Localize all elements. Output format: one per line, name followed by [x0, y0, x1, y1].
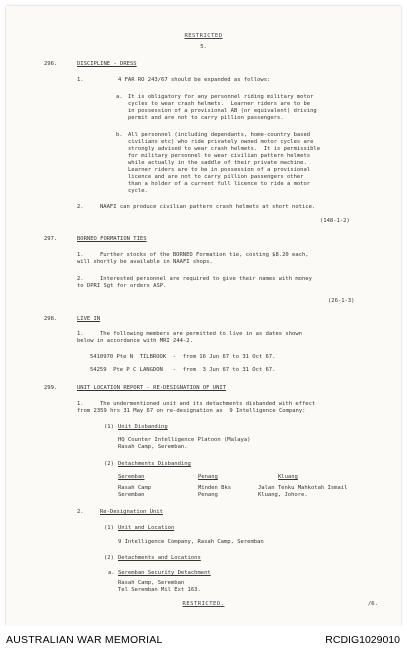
- s296-para2-text: NAAFI can produce civilian pattern crash helmets at short notice.: [100, 204, 316, 210]
- s297-para2-line: Interested personnel are required to give their names with money: [100, 276, 312, 282]
- s296-para2-number: 2.: [77, 204, 84, 210]
- s296-sub-b-line: All personnel (including dependants, home-country based: [128, 132, 311, 138]
- s298-member-row: 54259 Pte P C LANGDON - from 3 Jun 67 to 31 Oct 67.: [90, 367, 276, 373]
- detachment-cell: Penang: [198, 492, 218, 498]
- s297-para1-line: will shortly be available in NAAFI shops.: [77, 259, 213, 265]
- detachment-head-seremban: Seremban: [118, 474, 145, 480]
- detachment-cell: Jalan Tenku Mahkotah Ismail: [258, 485, 348, 491]
- s298-member-row: 5410970 Pte N TILBROOK - from 16 Jun 67 to 31 Oct 67.: [90, 354, 276, 360]
- s299-redesig-a-title: Seremban Security Detachment: [118, 570, 211, 576]
- section-299-title: UNIT LOCATION REPORT - RE-DESIGNATION OF UNIT: [77, 385, 227, 391]
- s298-para1-line: The following members are permitted to live in as dates shown: [100, 331, 302, 337]
- s299-item1-label: (1): [104, 424, 114, 430]
- s296-sub-a-line: cycles to wear crash helmets. Learner riders are to be: [128, 101, 311, 107]
- s296-para1-text: 4 FAR RO 243/67 should be expanded as follows:: [118, 77, 271, 83]
- detachment-cell: Kluang, Johore.: [258, 492, 308, 498]
- archive-credit-bar: [0, 626, 407, 654]
- s296-para1-number: 1.: [77, 77, 84, 83]
- classification-footer: RESTRICTED.: [182, 601, 225, 607]
- s296-sub-b-line: cycle.: [128, 188, 148, 194]
- s299-para1-line: The undermentioned unit and its detachments disbanded with effect: [100, 401, 316, 407]
- next-page-marker: /6.: [368, 601, 378, 607]
- s299-redesig-2-title: Detachments and Locations: [118, 555, 201, 561]
- s297-reference: (26-1-3): [328, 298, 355, 304]
- s297-para1-line: Further stocks of the BORNEO Formation tie, costing $8.20 each,: [100, 252, 309, 258]
- section-296-number: 296.: [44, 61, 58, 67]
- s298-para1-line: below in accordance with MRI 244-2.: [77, 338, 193, 344]
- archive-id: RCDIG1029010: [325, 634, 400, 646]
- s296-sub-b-line: than a holder of a current full licence to ride a motor: [128, 181, 311, 187]
- detachment-head-kluang: Kluang: [278, 474, 298, 480]
- s296-sub-a-line: permit and are not to carry pillion passengers.: [128, 115, 284, 121]
- section-299-number: 299.: [44, 385, 58, 391]
- s299-para2-number: 2.: [77, 509, 84, 515]
- s296-reference: (148-1-2): [320, 218, 350, 224]
- s297-para1-number: 1.: [77, 252, 84, 258]
- s296-sub-b-line: strongly advised to wear crash helmets. It is permissible: [128, 146, 321, 152]
- s296-sub-a-label: a.: [116, 94, 123, 100]
- s299-para1-number: 1.: [77, 401, 84, 407]
- s299-redesig-1-title: Unit and Location: [118, 525, 175, 531]
- s297-para2-number: 2.: [77, 276, 84, 282]
- s296-sub-b-line: civilians etc) who ride privately owned motor cycles are: [128, 139, 314, 145]
- section-298-title: LIVE IN: [77, 316, 101, 322]
- s296-sub-b-line: for military personnel to wear civilian pattern helmets: [128, 153, 311, 159]
- s298-para1-number: 1.: [77, 331, 84, 337]
- section-298-number: 298.: [44, 316, 58, 322]
- section-297-number: 297.: [44, 236, 58, 242]
- s299-item1-title: Unit Disbanding: [118, 424, 168, 430]
- page-number: 5.: [200, 44, 207, 50]
- document-page: [6, 6, 401, 626]
- s299-item1-line: Rasah Camp, Seremban.: [118, 444, 188, 450]
- s299-item2-label: (2): [104, 461, 114, 467]
- s299-para2-title: Re-Designation Unit: [100, 509, 163, 515]
- s296-sub-b-label: b.: [116, 132, 123, 138]
- s299-redesig-a-line: Rasah Camp, Seremban: [118, 580, 185, 586]
- detachment-head-penang: Penang: [198, 474, 218, 480]
- s299-item1-line: HQ Counter Intelligence Platoon (Malaya): [118, 437, 251, 443]
- section-296-title: DISCIPLINE - DRESS: [77, 61, 137, 67]
- s299-redesig-1-label: (1): [104, 525, 114, 531]
- s297-para2-line: to DPRI Sgt for orders ASP.: [77, 283, 167, 289]
- s296-sub-b-line: while actually in the saddle of their private machine.: [128, 160, 307, 166]
- detachment-cell: Rasah Camp: [118, 485, 152, 491]
- s299-redesig-a-label: a.: [108, 570, 115, 576]
- s299-item2-title: Detachments Disbanding: [118, 461, 191, 467]
- s299-redesig-1-text: 9 Intelligence Company, Rasah Camp, Seremban: [118, 539, 264, 545]
- detachment-cell: Minden Bks: [198, 485, 232, 491]
- s299-redesig-2-label: (2): [104, 555, 114, 561]
- s296-sub-a-line: It is obligatory for any personnel riding military motor: [128, 94, 314, 100]
- archive-name: AUSTRALIAN WAR MEMORIAL: [6, 634, 163, 646]
- s296-sub-b-line: Learner riders are to be in possession of a provisional: [128, 167, 311, 173]
- s299-para1-line: from 2359 hrs 31 May 67 on re-designation as 9 Intelligence Company:: [77, 408, 306, 414]
- s296-sub-b-line: licence and are not to carry pillion passengers other: [128, 174, 304, 180]
- classification-header: RESTRICTED: [184, 33, 223, 39]
- section-297-title: BORNEO FORMATION TIES: [77, 236, 147, 242]
- s296-sub-a-line: in possession of a provisional AB (or equivalent) driving: [128, 108, 317, 114]
- detachment-cell: Seremban: [118, 492, 145, 498]
- s299-redesig-a-line: Tel Seremban Mil Ext 163.: [118, 587, 201, 593]
